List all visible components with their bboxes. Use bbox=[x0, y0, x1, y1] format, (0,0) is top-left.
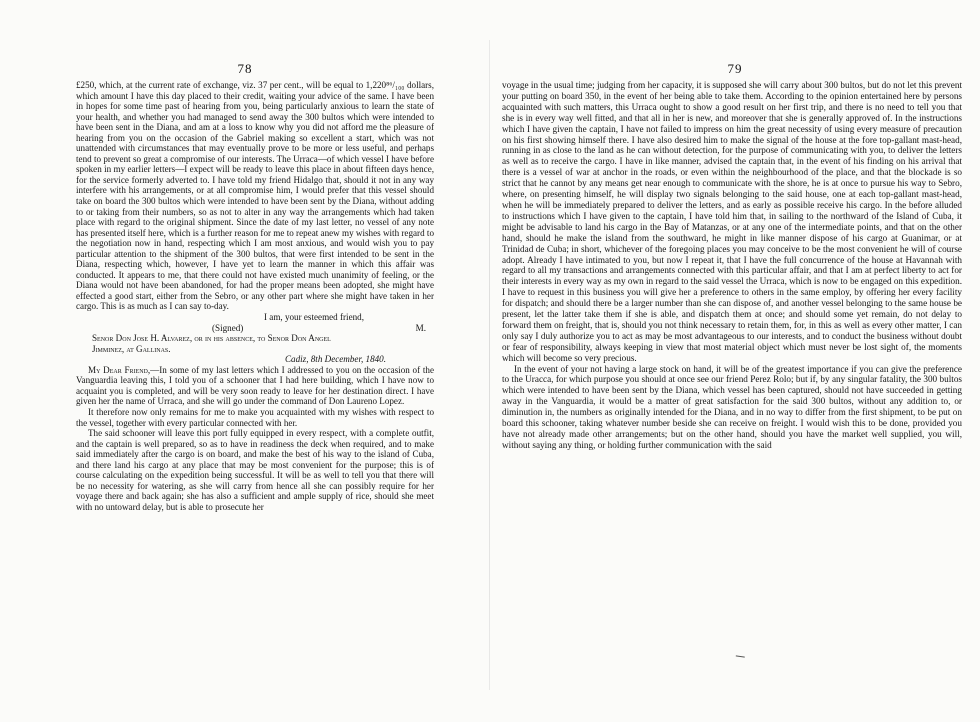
letter-paragraph-1 bbox=[76, 365, 434, 407]
left-text-block bbox=[76, 80, 434, 512]
right-paragraph-2: In the event of your not having a large stock on hand, it will be of the greatest importance if you can give the preference to the Uracca, for which purpose you should at once see our friend Perez Rolo; but if, by any singular fatality, the 300 bultos which were intended to have been sent by the Diana, which vessel has been captured, should not have succeeded in getting away in the Vanguardia, it would be a matter of great satisfaction for the said 300 bultos, without any addition to, or diminution in, the numbers as originally intended for the Diana, and in no way to differ from the first shipment, to be put on board this schooner, taking whatever number beside she can receive on freight. I would wish this to be done, provided you have not already made other arrangements; but on the other hand, should you have the market well supplied, you will, without saying any thing, or holding further communication with the said bbox=[502, 363, 962, 450]
letter-closing: I am, your esteemed friend, bbox=[264, 312, 364, 323]
signed-label: (Signed) bbox=[212, 322, 244, 333]
page-number-left: 78 bbox=[237, 61, 253, 76]
signature-initial: M. bbox=[415, 322, 426, 333]
right-text-block bbox=[502, 80, 962, 451]
letter-address-line2: Jimminez, at Gallinas. bbox=[92, 343, 171, 354]
salutation: My Dear Friend, bbox=[88, 364, 151, 375]
letter-paragraph-1-body: —In some of my last letters which I addressed to you on the occasion of the Vanguardia leaving this, I told you of a schooner that I had here building, which I have now to acquaint you is completed, and will be very soon ready to leave for her destination direct. I have given her the name of Urraca, and she will go under the command of Don Laureno Lopez. bbox=[76, 364, 434, 407]
letter-dateline: Cadiz, 8th December, 1840. bbox=[284, 354, 386, 365]
letter-paragraph-3: The said schooner will leave this port fully equipped in every respect, with a complete outfit, and the captain is well prepared, so as to have in readiness the deck when required, and to make said immediately after the cargo is on board, and make the best of his way to the island of Cuba, and there land his cargo at any place that may be most convenient for the purpose; this is of course calculating on the expedition being successful. It will be as well to tell you that there will be no necessity for watering, as she will carry from hence all she can possibly require for her voyage there and back again; she has also a sufficient and ample supply of rice, should she meet with no untoward delay, but is able to prosecute her bbox=[76, 428, 434, 512]
right-page bbox=[490, 0, 980, 722]
page-number-right: 79 bbox=[727, 61, 743, 76]
right-paragraph-1: voyage in the usual time; judging from her capacity, it is supposed she will carry about 300 bultos, but do not let this prevent your putting on board 350, in the event of her being able to take them. According to the opinion entertained here by persons acquainted with such matters, this Urraca ought to show a good result on her first trip, and there is no need to tell you that she is in every way well fitted, and that all in her is new, and moreover that she is generally approved of. In the instructions which I have given the captain, I have not failed to impress on him the great necessity of using every measure of precaution on his first showing himself there. I have also desired him to make the signal of the house at the fore top-gallant mast-head, running in as close to the land as he can without detection, for the purpose of communicating with you, to deliver the letters as well as to receive the cargo. I have in like manner, advised the captain that, in the event of his finding on his arrival that there is a vessel of war at anchor in the roads, or even within the neighbourhood of the place, and that the blockade is so strict that he cannot by any means get near enough to communicate with the shore, he is at once to pursue his way to Sebro, where, on presenting himself, he will display two signals belonging to the said house, one at each top-gallant mast-head, when he will be immediately prepared to deliver the letters, and as early as possible receive his cargo. In the before alluded to instructions which I have given to the captain, I have told him that, in sailing to the northward of the Island of Cuba, it might be advisable to land his cargo in the Bay of Matanzas, or at any one of the intermediate points, and that on the other hand, should he make the island from the southward, he might in like manner dispose of his cargo at Guanimar, or at Trinidad de Cuba; in short, whichever of the foregoing places you may conceive to be the most convenient he will of course adopt. Already I have intimated to you, but now I repeat it, that I have the full concurrence of the house at Havannah with regard to all my transactions and arrangements connected with this particular affair, and that I am at perfect liberty to act for their interests in every way as my own in regard to the said vessel the Urraca, which is now to be engaged on this expedition. I have to request in this business you will give her a preference to others in the same employ, by offering her every facility for dispatch; and should there be a larger number than she can dispose of, and another vessel belonging to the same house be present, let the latter take them if she is able, and dispatch them at once; and should some yet remain, do not delay to forward them on freight, that is, should you not think necessary to retain them, for, in this as well as every other matter, I can only say I duly authorize you to act as may be most advantageous to our interests, and to conduct the business without doubt or fear of responsibility, always keeping in view that most material object which must never be lost sight of, the moments which will become so very precious. bbox=[502, 80, 962, 363]
signature-line bbox=[76, 323, 434, 334]
continuation-paragraph: £250, which, at the current rate of exchange, viz. 37 per cent., will be equal to 1,220⁸⁶/₁₀₀ dollars, which amount I have this day placed to their credit, waiting your advice of the same. I have been in hopes for some time past of hearing from you, being particularly anxious to learn the state of your health, and whether you had managed to send away the 300 bultos which were intended to have been sent in the Diana, and am at a loss to know why you did not afford me the pleasure of hearing from you on the occasion of the Gabriel making so excellent a start, which was not unattended with circumstances that may eventually prove to be more or less useful, and perhaps tend to prevent so great a compromise of our interests. The Urraca—of which vessel I have before spoken in my earlier letters—I expect will be ready to leave this place in about fifteen days hence, for the service formerly adverted to. I have told my friend Hidalgo that, should it not in any way interfere with his arrangements, or at all compromise him, I would prefer that this vessel should take on board the 300 bultos which were intended to have been sent by the Diana, without adding to or taking from their numbers, so as not to alter in any way the arrangements which had taken place with regard to the original shipment. Since the date of my last letter, no vessel of any note has presented itself here, which is a further reason for me to repeat anew my wishes with regard to the negotiation now in hand, respecting which I am most anxious, and would wish you to pay particular attention to the shipment of the 300 bultos, that were first intended to be sent in the Diana, respecting which, however, I have yet to learn the manner in which this affair was conducted. It appears to me, that there could not have existed much unanimity of feeling, or the Diana would not have been abandoned, for had the proper means been adopted, she might have effected a good start, either from the Sebro, or any other part where she might have taken in her cargo. This is as much as I can say to-day. bbox=[76, 80, 434, 312]
letter-paragraph-2: It therefore now only remains for me to make you acquainted with my wishes with respect to the vessel, together with every particular connected with her. bbox=[76, 406, 434, 428]
letter-address-line1: Senor Don Jose H. Alvarez, or in his absence, to Senor Don Angel bbox=[92, 333, 331, 344]
